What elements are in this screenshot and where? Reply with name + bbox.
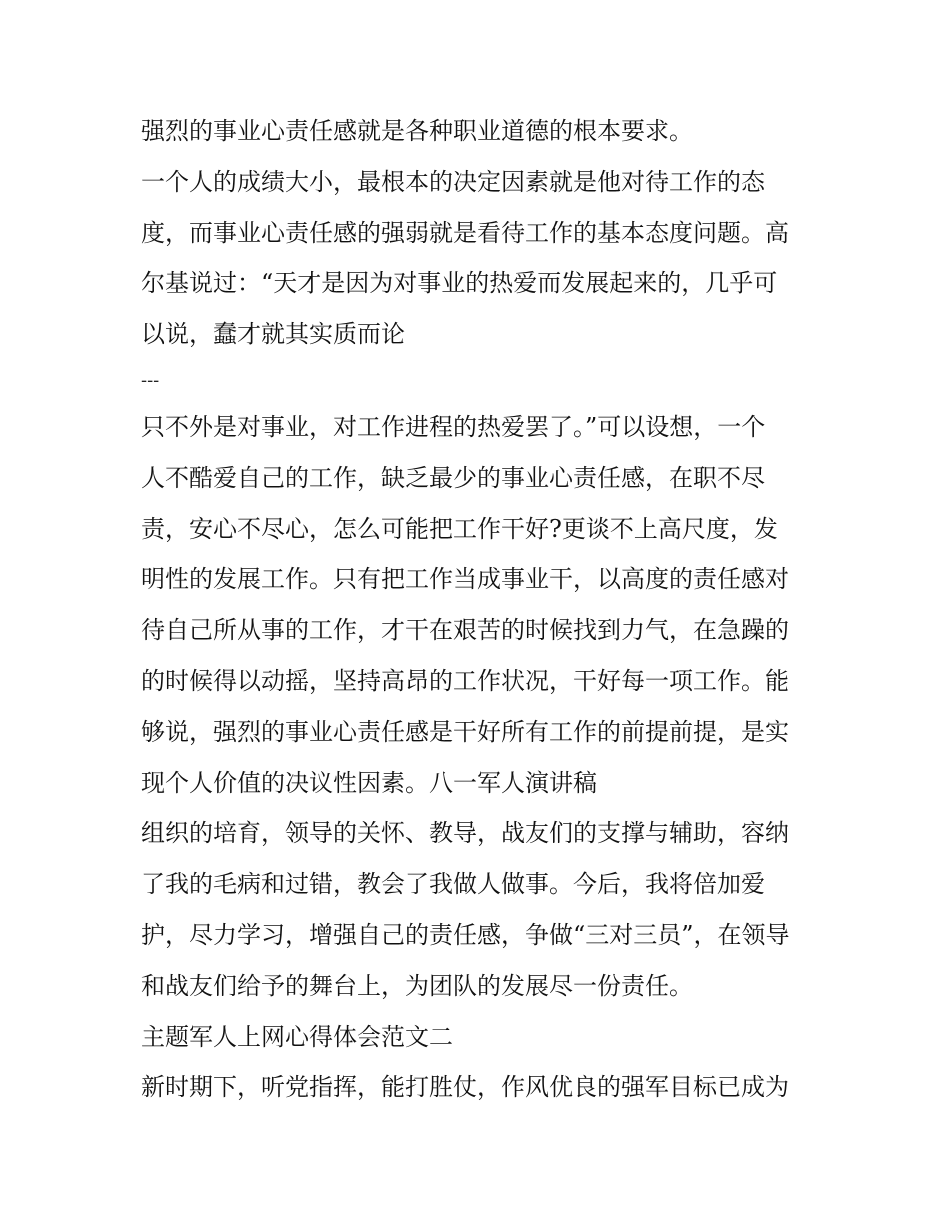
section-heading: 主题军人上网心得体会范文二 xyxy=(141,1022,453,1051)
paragraph-line: 现个人价值的决议性因素。八一军人演讲稿 xyxy=(141,768,597,797)
paragraph-line: 了我的毛病和过错，教会了我做人做事。今后，我将倍加爱 xyxy=(141,870,765,899)
paragraph-line: 明性的发展工作。只有把工作当成事业干，以高度的责任感对 xyxy=(141,565,789,594)
paragraph-line: 只不外是对事业，对工作进程的热爱罢了。”可以设想，一个 xyxy=(141,412,766,441)
paragraph-line: 一个人的成绩大小，最根本的决定因素就是他对待工作的态 xyxy=(141,167,765,196)
paragraph-line: 度，而事业心责任感的强弱就是看待工作的基本态度问题。高 xyxy=(141,218,789,247)
paragraph-line: 待自己所从事的工作，才干在艰苦的时候找到力气，在急躁的 xyxy=(141,616,789,645)
paragraph-line: 新时期下，听党指挥，能打胜仗，作风优良的强军目标已成为 xyxy=(141,1073,789,1102)
paragraph-line: 够说，强烈的事业心责任感是干好所有工作的前提前提，是实 xyxy=(141,717,789,746)
paragraph-line: 组织的培育，领导的关怀、教导，战友们的支撑与辅助，容纳 xyxy=(141,819,789,848)
paragraph-line: 护，尽力学习，增强自己的责任感，争做“三对三员”，在领导 xyxy=(141,920,790,949)
paragraph-line: 以说，蠢才就其实质而论 xyxy=(141,320,405,349)
paragraph-line: 强烈的事业心责任感就是各种职业道德的根本要求。 xyxy=(141,117,693,145)
page-separator: --- xyxy=(141,369,160,391)
paragraph-line: 的时候得以动摇，坚持高昂的工作状况，干好每一项工作。能 xyxy=(141,666,789,695)
paragraph-line: 责，安心不尽心，怎么可能把工作干好?更谈不上高尺度，发 xyxy=(141,514,778,543)
document-body xyxy=(141,106,821,1113)
paragraph-line: 尔基说过：“天才是因为对事业的热爱而发展起来的，几乎可 xyxy=(141,269,778,298)
paragraph-line: 和战友们给予的舞台上，为团队的发展尽一份责任。 xyxy=(141,971,693,1000)
paragraph-line: 人不酷爱自己的工作，缺乏最少的事业心责任感，在职不尽 xyxy=(141,463,765,492)
